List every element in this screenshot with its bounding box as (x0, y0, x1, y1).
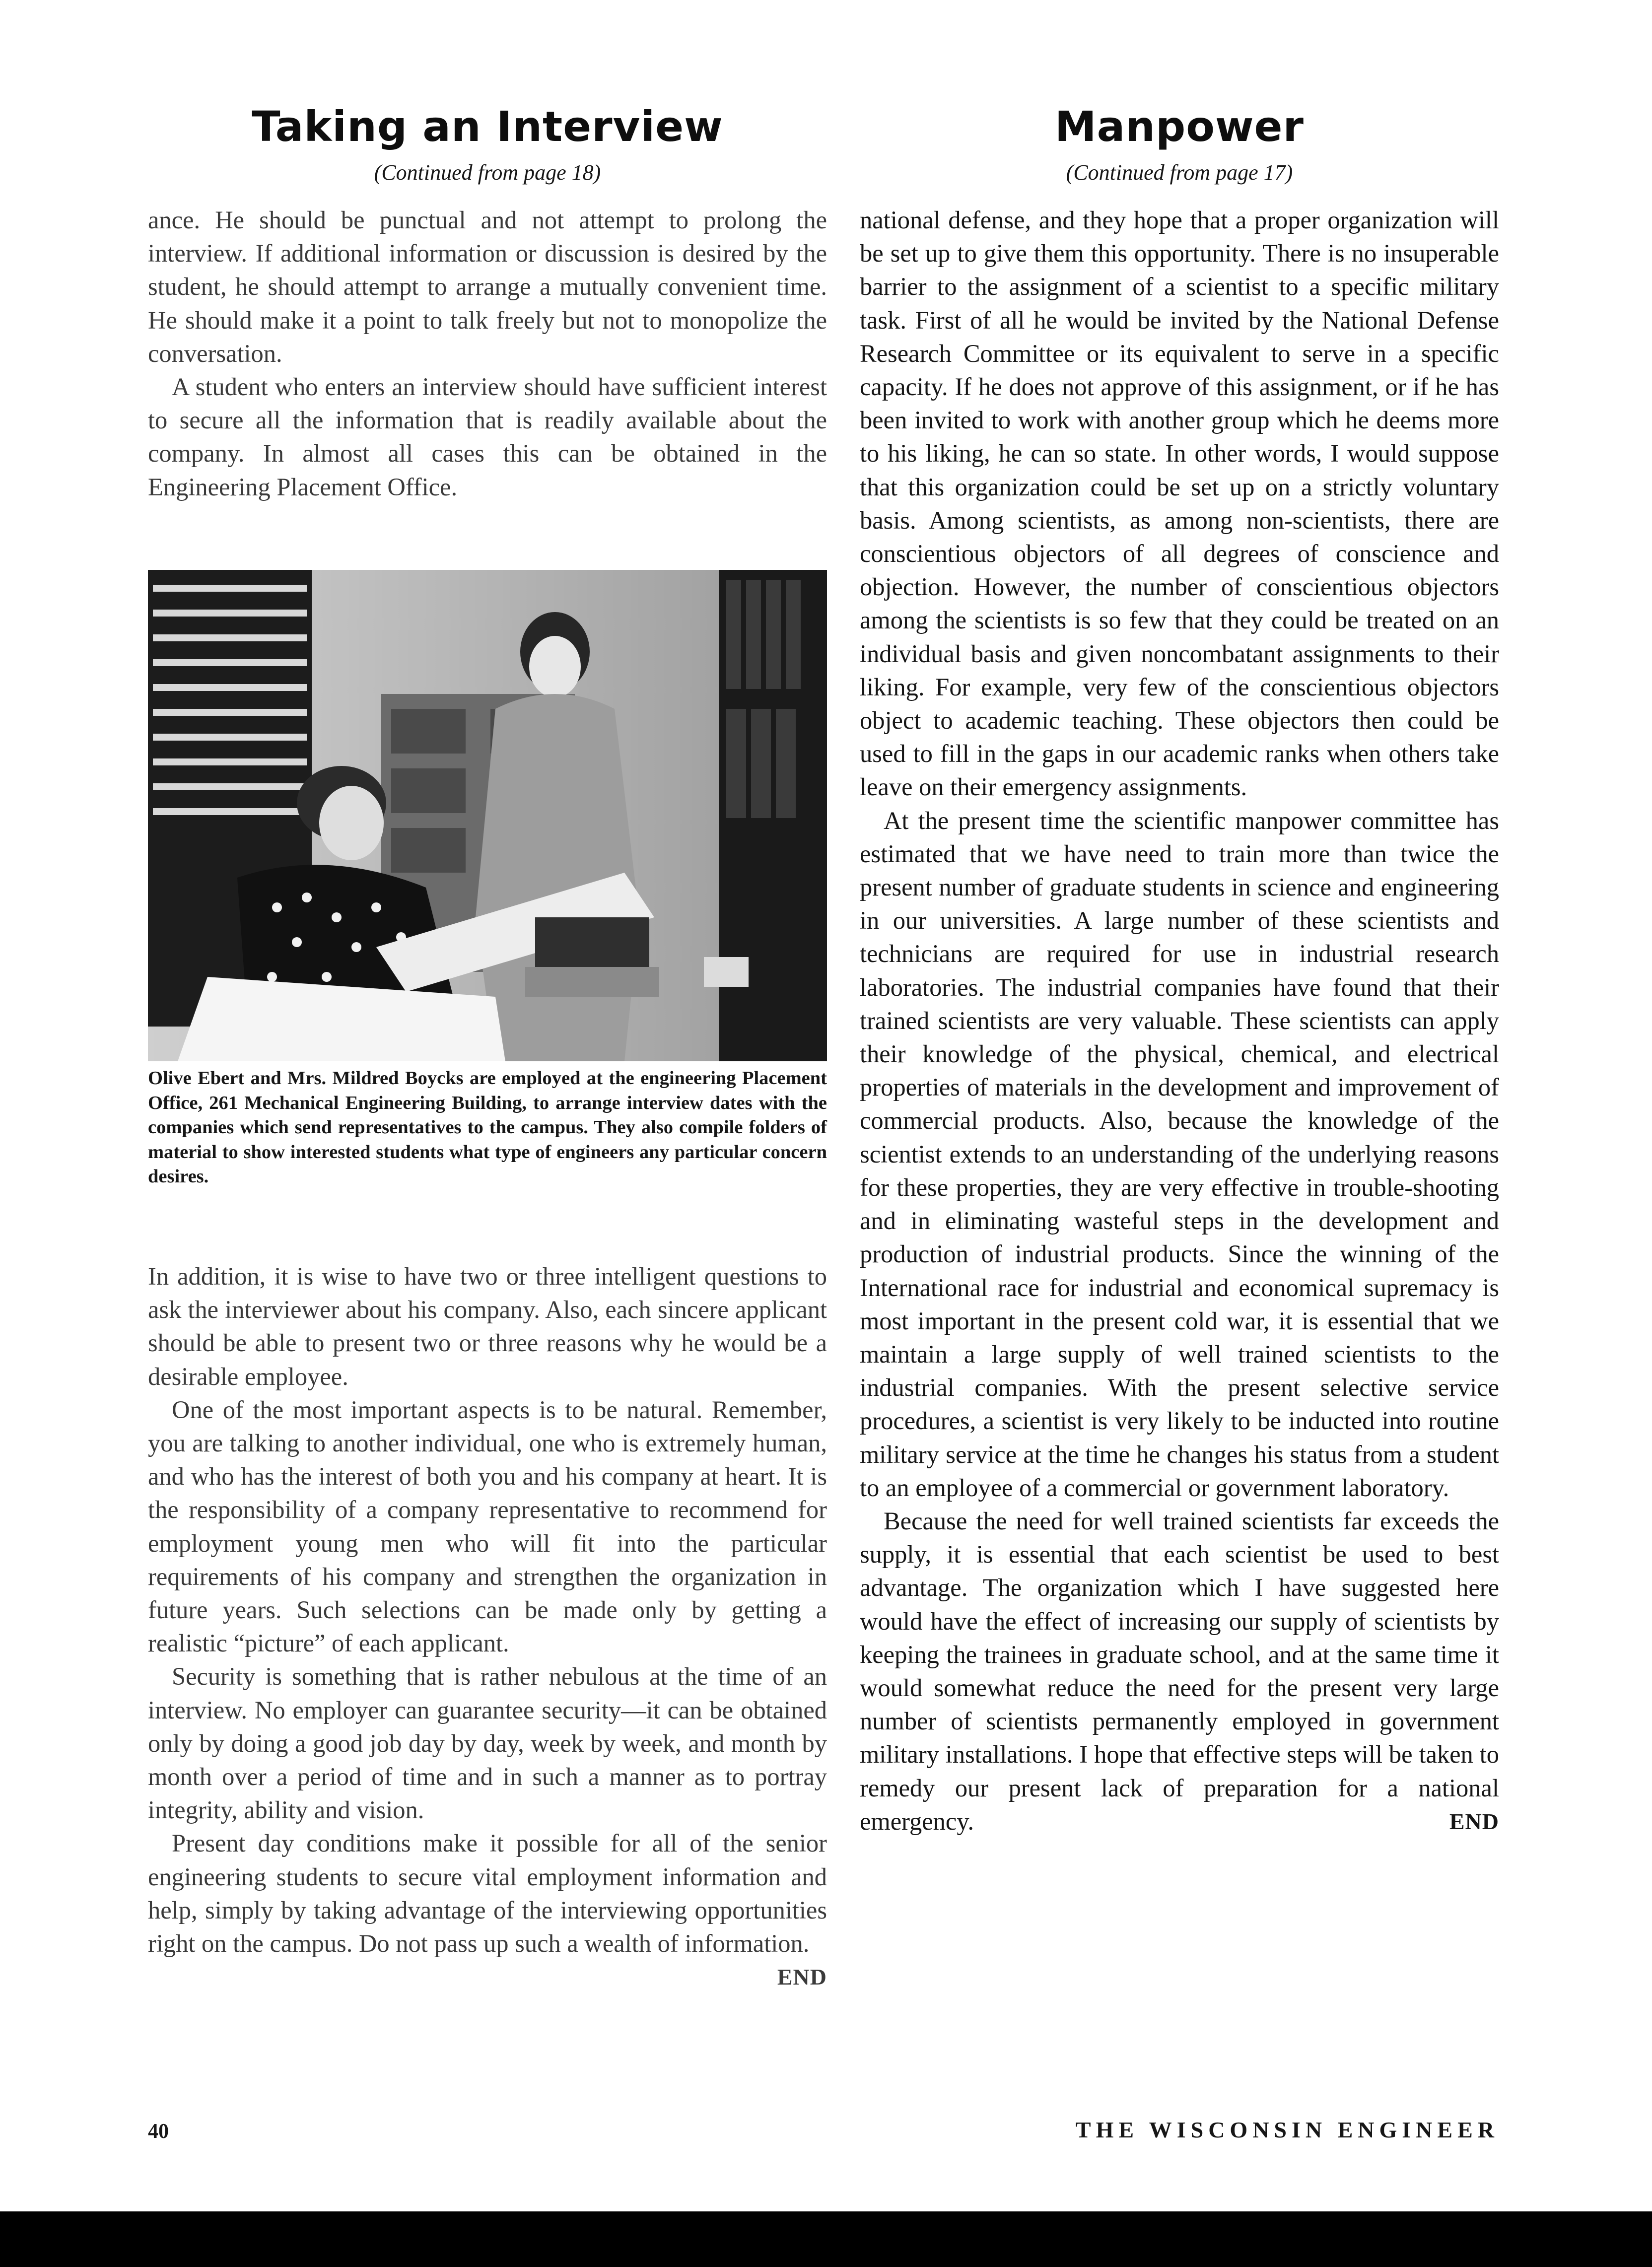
left-article-bottom-text (148, 1260, 827, 1993)
left-article-title: Taking an Interview (252, 102, 723, 151)
paragraph: One of the most important aspects is to be natural. Remember, you are talking to another individual, one who is extremely human, and who has the interest of both you and his company at heart. It is the responsibility of a company representative to recommend for employment young men who will fit into the particular requirements of his company and strengthen the organization in future years. Such selections can be made only by getting a realistic “picture” of each applicant. (148, 1395, 827, 1657)
paragraph (860, 1505, 1499, 1838)
end-mark: END (777, 1964, 827, 1990)
office-photo (148, 570, 827, 1061)
left-article-continued-note: (Continued from page 18) (374, 160, 601, 185)
right-article-title: Manpower (1055, 102, 1304, 151)
right-article-text (860, 204, 1499, 1838)
paragraph: At the present time the scientific manpower committee has estimated that we have need to train more than twice the present number of graduate students in science and engineering in our universities. A large number of these scientists and technicians are required for use in industrial research laboratories. The industrial companies have found that their trained scientists are very valuable. These scientists can apply their knowledge of the physical, chemical, and electrical properties of materials in the development and improvement of commercial products. Also, because the knowledge of the scientist extends to an understanding of the underlying reasons for these properties, they are very effective in trouble-shooting and in eliminating wasteful steps in the development and production of industrial products. Since the winning of the International race for industrial and economical supremacy is most important in the present cold war, it is essential that we maintain a large supply of well trained scientists to the industrial companies. With the present selective service procedures, a scientist is very likely to be inducted into routine military service at the time he changes his status from a student to an employee of a commercial or government laboratory. (860, 806, 1499, 1502)
paragraph: A student who enters an interview should have sufficient interest to secure all the information that is readily available about the company. In almost all cases this can be obtained in the Engineering Placement Office. (148, 373, 827, 501)
paragraph: In addition, it is wise to have two or three intelligent questions to ask the interviewer about his company. Also, each sincere applicant should be able to present two or three reasons why he would be a desirable employee. (148, 1262, 827, 1390)
paragraph (148, 1827, 827, 1990)
right-article-continued-note: (Continued from page 17) (1066, 160, 1293, 185)
paragraph-text: Present day conditions make it possible for all of the senior engineering students to secure vital employment information and help, simply by taking advantage of the interviewing opportunities right on the campus. Do not pass up such a wealth of information. (148, 1829, 827, 1958)
scan-border (0, 2211, 1652, 2267)
page-number: 40 (148, 2120, 169, 2143)
end-mark: END (1449, 1808, 1499, 1834)
left-article-top-text (148, 204, 827, 504)
magazine-name: THE WISCONSIN ENGINEER (1075, 2117, 1499, 2142)
office-photo-illustration (148, 570, 827, 1061)
paragraph: national defense, and they hope that a proper organization will be set up to give them this opportunity. There is no insuperable barrier to the assignment of a scientist to a specific military task. First of all he would be invited by the National Defense Research Committee or its equivalent to serve in a specific capacity. If he does not approve of this assignment, or if he has been invited to work with another group which he deems more to his liking, he can so state. In other words, I would suppose that this organization could be set up on a strictly voluntary basis. Among scientists, as among non-scientists, there are conscientious objectors of all degrees of conscience and objection. However, the number of conscientious objectors among the scientists is so few that they could be treated on an individual basis and given noncombatant assignments to their liking. For example, very few of the conscientious objectors object to academic teaching. These objectors then could be used to fill in the gaps in our academic ranks when others take leave on their emergency assignments. (860, 206, 1499, 801)
photo-caption: Olive Ebert and Mrs. Mildred Boycks are employed at the engineering Placement Office, 261 Mechanical Engineering Building, to arrange interview dates with the companies which send representatives to the campus. They also compile folders of material to show interested students what type of engineers any particular concern desires. (148, 1068, 827, 1187)
paragraph: Security is something that is rather nebulous at the time of an interview. No employer can guarantee security—it can be obtained only by doing a good job day by day, week by week, and month by month over a period of time and in such a manner as to portray integrity, ability and vision. (148, 1662, 827, 1824)
paragraph-text: Because the need for well trained scientists far exceeds the supply, it is essential that each scientist be used to best advantage. The organization which I have suggested here would have the effect of increasing our supply of scientists by keeping the trainees in graduate school, and at the same time it would somewhat reduce the need for the present very large number of scientists permanently employed in government military installations. I hope that effective steps will be taken to remedy our present lack of preparation for a national emergency. (860, 1507, 1499, 1835)
paragraph: ance. He should be punctual and not attempt to prolong the interview. If additional information or discussion is desired by the student, he should attempt to arrange a mutually convenient time. He should make it a point to talk freely but not to monopolize the conversation. (148, 206, 827, 367)
